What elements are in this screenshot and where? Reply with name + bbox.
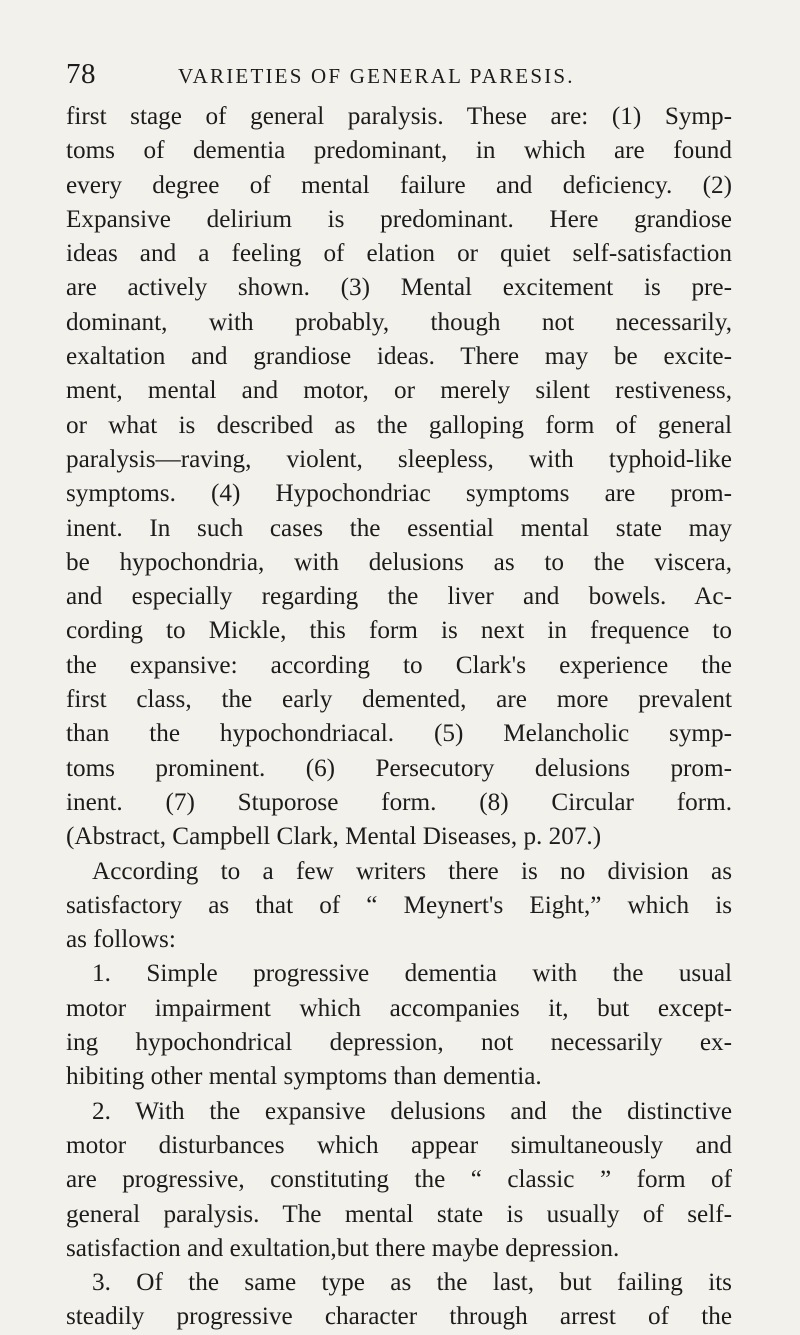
text-line: Expansive delirium is predominant. Here grandiose [66,205,732,233]
text-line: symptoms. (4) Hypochondriac symptoms are prom- [66,480,732,508]
text-line: satisfactory as that of “ Meynert's Eight,” which is [66,891,732,919]
text-line: be hypochondria, with delusions as to the viscera, [66,548,732,576]
text-line: as follows: [66,926,176,954]
text-line: 2. With the expansive delusions and the distinctive [92,1097,732,1125]
text-line: 3. Of the same type as the last, but failing its [92,1269,732,1297]
text-line: inent. (7) Stuporose form. (8) Circular form. [66,788,732,816]
text-line: (Abstract, Campbell Clark, Mental Diseases, p. 207.) [66,823,602,851]
body-text [66,100,732,1335]
text-line: 1. Simple progressive dementia with the usual [92,960,732,988]
text-line: satisfaction and exultation,but there maybe depression. [66,1234,620,1262]
book-page [66,50,732,1335]
text-line: paralysis—raving, violent, sleepless, with typhoid-like [66,445,732,473]
text-line: motor impairment which accompanies it, but except- [66,994,732,1022]
text-line: ideas and a feeling of elation or quiet self-satisfaction [66,240,732,268]
text-line: motor disturbances which appear simultaneously and [66,1131,732,1159]
page-number: 78 [66,58,96,90]
text-line: ment, mental and motor, or merely silent restiveness, [66,377,732,405]
text-line: dominant, with probably, though not necessarily, [66,308,732,336]
text-line: first stage of general paralysis. These are: (1) Symp- [66,103,732,130]
text-line: are progressive, constituting the “ classic ” form of [66,1166,732,1194]
text-line: steadily progressive character through arrest of the [66,1303,732,1331]
text-line: ing hypochondrical depression, not necessarily ex- [66,1029,732,1057]
paragraph [66,1095,732,1266]
running-head: VARIETIES OF GENERAL PARESIS. [178,64,575,88]
text-line: toms of dementia predominant, in which are found [66,137,732,165]
text-line: than the hypochondriacal. (5) Melancholic symp- [66,720,732,748]
text-line: general paralysis. The mental state is usually of self- [66,1200,732,1228]
paragraph [66,1266,732,1335]
text-line: first class, the early demented, are more prevalent [66,686,732,714]
page-header [66,50,732,100]
paragraph [66,100,732,855]
paragraph [66,957,732,1094]
paragraph [66,855,732,958]
text-line: According to a few writers there is no division as [92,857,732,885]
text-line: the expansive: according to Clark's experience the [66,651,732,679]
text-line: inent. In such cases the essential mental state may [66,514,732,542]
text-line: are actively shown. (3) Mental excitement is pre- [66,274,732,302]
text-line: hibiting other mental symptoms than dementia. [66,1063,542,1091]
text-line: cording to Mickle, this form is next in frequence to [66,617,732,645]
text-line: toms prominent. (6) Persecutory delusions prom- [66,754,732,782]
text-line: or what is described as the galloping form of general [66,411,732,439]
text-line: and especially regarding the liver and bowels. Ac- [66,583,732,611]
text-line: every degree of mental failure and deficiency. (2) [66,171,732,199]
text-line: exaltation and grandiose ideas. There may be excite- [66,343,732,371]
